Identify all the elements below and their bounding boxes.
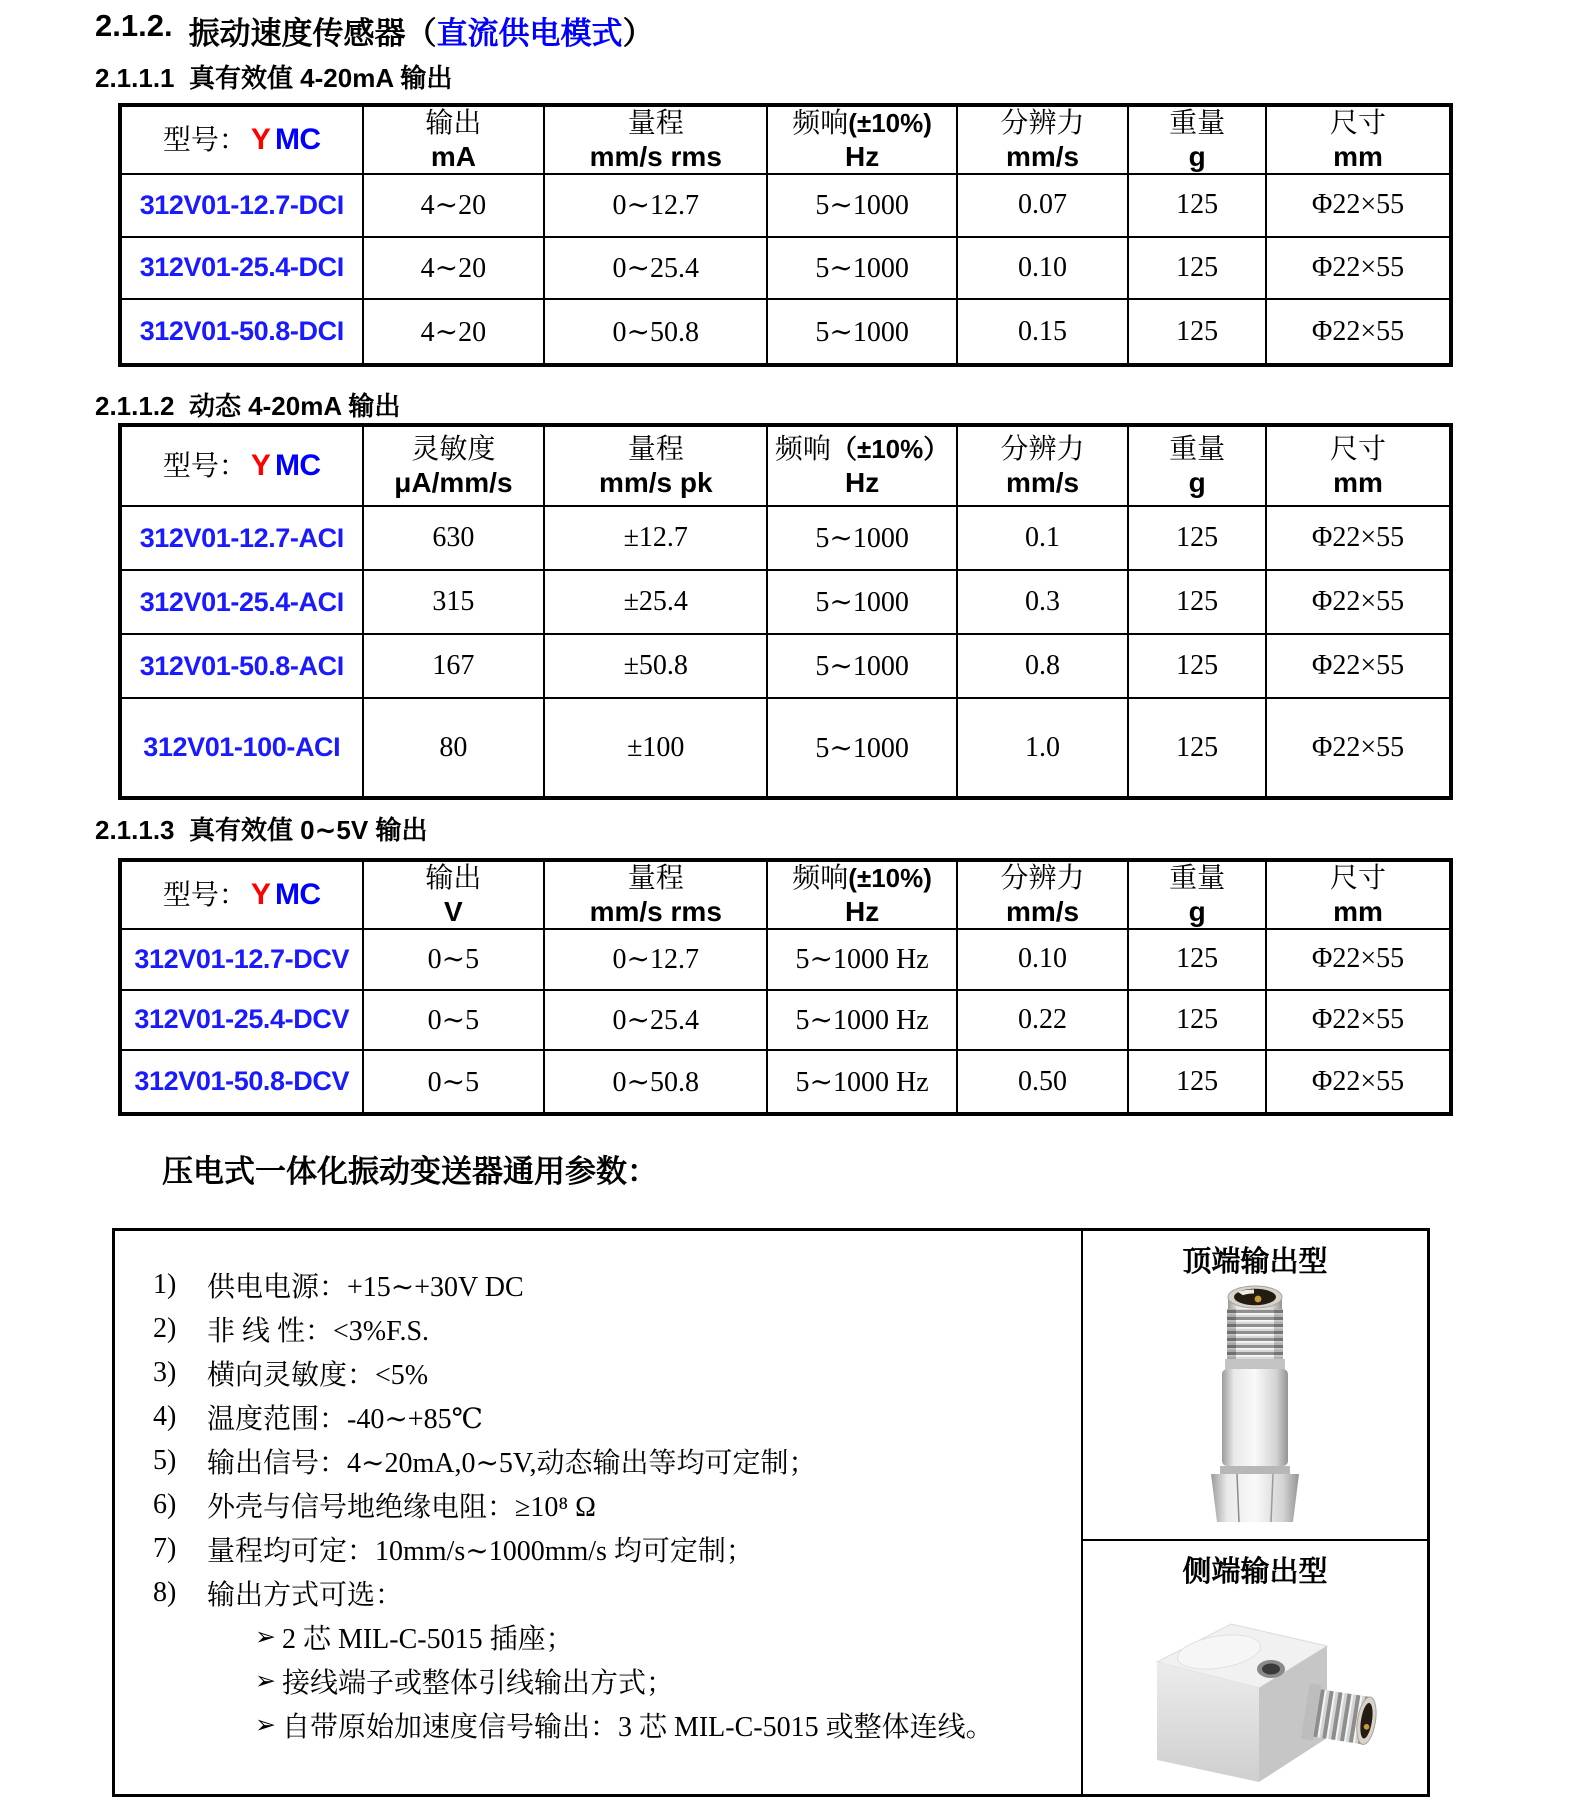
side-output-sensor-photo	[1119, 1592, 1391, 1792]
column-header-unit: g	[1188, 141, 1206, 172]
column-header	[958, 862, 1129, 930]
value-cell: Φ22×55	[1311, 731, 1405, 763]
param-sub-item-text: 自带原始加速度信号输出：3 芯 MIL-C-5015 或整体连线。	[281, 1712, 994, 1743]
column-header-unit: mm	[1333, 141, 1383, 172]
param-item-text: 外壳与信号地绝缘电阻：≥10⁸ Ω	[207, 1492, 596, 1523]
param-item-text: 量程均可定：10mm/s∼1000mm/s 均可定制；	[207, 1536, 754, 1567]
column-header	[364, 862, 546, 930]
top-output-label: 顶端输出型	[1182, 1246, 1328, 1278]
value-cell: 125	[1129, 571, 1267, 635]
value-cell: 125	[1129, 175, 1267, 238]
column-header	[364, 107, 546, 175]
arrow-bullet-icon: ➢	[255, 1712, 276, 1739]
column-header-name: 分辨力	[1000, 862, 1085, 894]
section-title: 振动速度传感器（直流供电模式）	[188, 16, 654, 51]
brand-letters-mc: MC	[274, 123, 321, 157]
param-item-number: 3)	[153, 1357, 177, 1388]
subsection-heading-rms-0-5v: 2.1.1.3 真有效值 0∼5V 输出	[95, 815, 428, 845]
value-cell: Φ22×55	[1311, 315, 1405, 347]
arrow-bullet-icon: ➢	[255, 1624, 276, 1651]
value-cell: 0∼50.8	[545, 300, 768, 363]
column-header-unit: mA	[430, 141, 476, 172]
value-cell: Φ22×55	[1267, 175, 1449, 238]
top-output-sensor-photo	[1194, 1282, 1316, 1534]
column-header	[958, 427, 1129, 507]
value-cell: 5∼1000	[768, 175, 958, 238]
value-cell: Φ22×55	[1267, 930, 1449, 991]
brand-letter-y: Y	[250, 123, 271, 157]
brand-letters-mc: MC	[274, 449, 321, 483]
param-item	[153, 1351, 1065, 1395]
value-cell: 4∼20	[364, 300, 546, 363]
param-item-text: 输出信号：4∼20mA,0∼5V,动态输出等均可定制；	[207, 1448, 817, 1479]
value-cell: 167	[364, 635, 546, 699]
column-header-unit: Hz	[844, 141, 880, 172]
param-item-number: 5)	[153, 1445, 177, 1476]
section-number: 2.1.2.	[95, 8, 173, 43]
value-cell: ±25.4	[545, 571, 768, 635]
column-header-unit: mm/s	[1005, 141, 1080, 172]
value-cell: 0∼12.7	[545, 175, 768, 238]
subsection-heading-dynamic-4-20ma: 2.1.1.2 动态 4-20mA 输出	[95, 391, 401, 421]
column-header-unit: Hz	[844, 467, 880, 498]
value-cell: ±100	[545, 699, 768, 796]
column-header	[364, 427, 546, 507]
value-cell: 1.0	[958, 699, 1129, 796]
param-item-text: 非 线 性：<3%F.S.	[207, 1316, 430, 1347]
column-header	[545, 862, 768, 930]
column-header-name: 分辨力	[1000, 107, 1085, 139]
param-item	[153, 1527, 1065, 1571]
column-header-name: 频响(±10%)	[792, 862, 932, 894]
value-cell: 0.1	[958, 507, 1129, 571]
param-sub-item-text: 接线端子或整体引线输出方式；	[281, 1668, 674, 1699]
param-item-number: 7)	[153, 1533, 177, 1564]
param-item	[153, 1483, 1065, 1527]
value-cell: 5∼1000	[768, 699, 958, 796]
value-cell: 0.8	[958, 635, 1129, 699]
param-item-number: 2)	[153, 1313, 177, 1344]
value-cell: 125	[1129, 699, 1267, 796]
model-header-cell	[122, 862, 364, 930]
param-item-text: 供电电源：+15∼+30V DC	[207, 1272, 524, 1303]
column-header	[1129, 427, 1267, 507]
column-header	[545, 107, 768, 175]
value-cell: 0∼25.4	[545, 238, 768, 301]
column-header-unit: mm	[1333, 467, 1383, 498]
value-cell: 125	[1129, 507, 1267, 571]
column-header	[1129, 107, 1267, 175]
model-header-line	[163, 877, 321, 912]
column-header-unit: g	[1188, 467, 1206, 498]
column-header-unit: mm/s	[1005, 896, 1080, 927]
side-output-photo-cell	[1083, 1541, 1427, 1794]
model-cell: 312V01-12.7-DCV	[122, 930, 364, 991]
column-header-unit: mm/s rms	[589, 896, 722, 927]
value-cell: 0∼5	[364, 930, 546, 991]
side-output-label: 侧端输出型	[1182, 1556, 1328, 1588]
column-header	[1129, 862, 1267, 930]
product-photo-column	[1083, 1231, 1427, 1794]
column-header-unit: mm	[1333, 896, 1383, 927]
value-cell: 5∼1000	[768, 635, 958, 699]
column-header	[1267, 862, 1449, 930]
value-cell: 125	[1129, 991, 1267, 1052]
param-item-text: 横向灵敏度：<5%	[207, 1360, 429, 1391]
column-header-unit: μA/mm/s	[394, 467, 513, 498]
value-cell: 5∼1000	[768, 300, 958, 363]
value-cell: ±12.7	[545, 507, 768, 571]
general-params-list	[115, 1231, 1083, 1794]
param-sub-item	[153, 1703, 1065, 1747]
dc-mode-highlight: 直流供电模式	[436, 16, 623, 51]
column-header-name: 尺寸	[1330, 107, 1387, 139]
param-item-number: 8)	[153, 1577, 177, 1608]
value-cell: 0∼25.4	[545, 991, 768, 1052]
value-cell: Φ22×55	[1267, 635, 1449, 699]
value-cell: 80	[364, 699, 546, 796]
column-header-unit: mm/s	[1005, 467, 1080, 498]
column-header-name: 灵敏度	[411, 433, 496, 465]
value-cell: 0.22	[958, 991, 1129, 1052]
model-cell: 312V01-50.8-DCI	[122, 300, 364, 363]
column-header-name: 量程	[627, 862, 684, 894]
param-item	[153, 1439, 1065, 1483]
value-cell: 0∼12.7	[545, 930, 768, 991]
param-item-number: 1)	[153, 1269, 177, 1300]
value-cell: 5∼1000	[768, 571, 958, 635]
column-header-name: 重量	[1169, 862, 1226, 894]
param-item	[153, 1571, 1065, 1615]
model-header-cell	[122, 427, 364, 507]
column-header-name: 输出	[425, 862, 482, 894]
model-cell: 312V01-100-ACI	[122, 699, 364, 796]
value-cell: Φ22×55	[1267, 507, 1449, 571]
top-output-photo-cell	[1083, 1231, 1427, 1541]
model-label: 型号：	[162, 125, 247, 157]
model-label: 型号：	[162, 451, 247, 483]
value-cell: 125	[1129, 238, 1267, 301]
column-header	[768, 427, 958, 507]
column-header-name: 重量	[1169, 107, 1226, 139]
model-cell: 312V01-50.8-DCV	[122, 1051, 364, 1112]
column-header-name: 量程	[627, 107, 684, 139]
model-cell: 312V01-12.7-DCI	[122, 175, 364, 238]
column-header-name: 频响（±10%）	[774, 433, 950, 465]
param-item-text: 输出方式可选：	[207, 1580, 404, 1611]
value-cell: 125	[1129, 1051, 1267, 1112]
arrow-bullet-icon: ➢	[255, 1668, 276, 1695]
value-cell: 0.07	[958, 175, 1129, 238]
param-sub-item	[153, 1615, 1065, 1659]
value-cell: 0.10	[958, 238, 1129, 301]
brand-letters-mc: MC	[274, 878, 321, 912]
column-header	[768, 107, 958, 175]
value-cell: 630	[364, 507, 546, 571]
model-header-cell	[122, 107, 364, 175]
param-sub-item-text: 2 芯 MIL-C-5015 插座；	[281, 1624, 574, 1655]
value-cell: 315	[364, 571, 546, 635]
column-header-name: 分辨力	[1000, 433, 1085, 465]
model-header-line	[163, 122, 321, 157]
value-cell: 125	[1129, 635, 1267, 699]
param-item-number: 4)	[153, 1401, 177, 1432]
column-header-unit: g	[1188, 896, 1206, 927]
value-cell: 5∼1000	[768, 238, 958, 301]
model-cell: 312V01-25.4-DCV	[122, 991, 364, 1052]
model-cell: 312V01-12.7-ACI	[122, 507, 364, 571]
value-cell: 5∼1000 Hz	[768, 991, 958, 1052]
value-cell: 0.15	[958, 300, 1129, 363]
column-header-name: 量程	[627, 433, 684, 465]
value-cell: 0∼5	[364, 991, 546, 1052]
model-cell: 312V01-25.4-ACI	[122, 571, 364, 635]
value-cell: 0.10	[958, 930, 1129, 991]
value-cell: 5∼1000 Hz	[768, 1051, 958, 1112]
value-cell: 5∼1000 Hz	[768, 930, 958, 991]
brand-letter-y: Y	[250, 449, 271, 483]
param-item	[153, 1263, 1065, 1307]
value-cell: ±50.8	[545, 635, 768, 699]
param-sub-item	[153, 1659, 1065, 1703]
spec-table-dynamic-4-20ma	[118, 423, 1453, 800]
model-cell: 312V01-25.4-DCI	[122, 238, 364, 301]
column-header	[1267, 427, 1449, 507]
value-cell: 125	[1129, 930, 1267, 991]
value-cell: 0∼50.8	[545, 1051, 768, 1112]
subsection-heading-rms-4-20ma: 2.1.1.1 真有效值 4-20mA 输出	[95, 63, 453, 93]
spec-table-rms-0-5v	[118, 858, 1453, 1116]
section-heading-main	[95, 8, 654, 53]
value-cell: Φ22×55	[1267, 238, 1449, 301]
param-item	[153, 1395, 1065, 1439]
value-cell: 125	[1129, 300, 1267, 363]
value-cell: Φ22×55	[1311, 1065, 1405, 1097]
column-header-name: 输出	[425, 107, 482, 139]
param-item-text: 温度范围：-40∼+85℃	[207, 1404, 483, 1435]
value-cell: 0.3	[958, 571, 1129, 635]
value-cell: 5∼1000	[768, 507, 958, 571]
value-cell: 0.50	[958, 1051, 1129, 1112]
model-cell: 312V01-50.8-ACI	[122, 635, 364, 699]
column-header-name: 尺寸	[1330, 433, 1387, 465]
column-header-name: 尺寸	[1330, 862, 1387, 894]
general-params-box	[112, 1228, 1430, 1797]
model-header-line	[163, 448, 321, 483]
brand-letter-y: Y	[250, 878, 271, 912]
column-header-unit: Hz	[844, 896, 880, 927]
value-cell: Φ22×55	[1267, 571, 1449, 635]
column-header	[768, 862, 958, 930]
column-header-name: 重量	[1169, 433, 1226, 465]
value-cell: 4∼20	[364, 175, 546, 238]
column-header-unit: V	[444, 896, 463, 927]
value-cell: 4∼20	[364, 238, 546, 301]
spec-table-rms-4-20ma	[118, 103, 1453, 367]
general-params-heading: 压电式一体化振动变送器通用参数：	[162, 1154, 658, 1189]
value-cell: 0∼5	[364, 1051, 546, 1112]
param-item	[153, 1307, 1065, 1351]
value-cell: Φ22×55	[1267, 991, 1449, 1052]
model-label: 型号：	[162, 880, 247, 912]
column-header-name: 频响(±10%)	[792, 107, 932, 139]
column-header	[958, 107, 1129, 175]
column-header-unit: mm/s rms	[589, 141, 722, 172]
param-item-number: 6)	[153, 1489, 177, 1520]
column-header-unit: mm/s pk	[598, 467, 713, 498]
column-header	[545, 427, 768, 507]
column-header	[1267, 107, 1449, 175]
